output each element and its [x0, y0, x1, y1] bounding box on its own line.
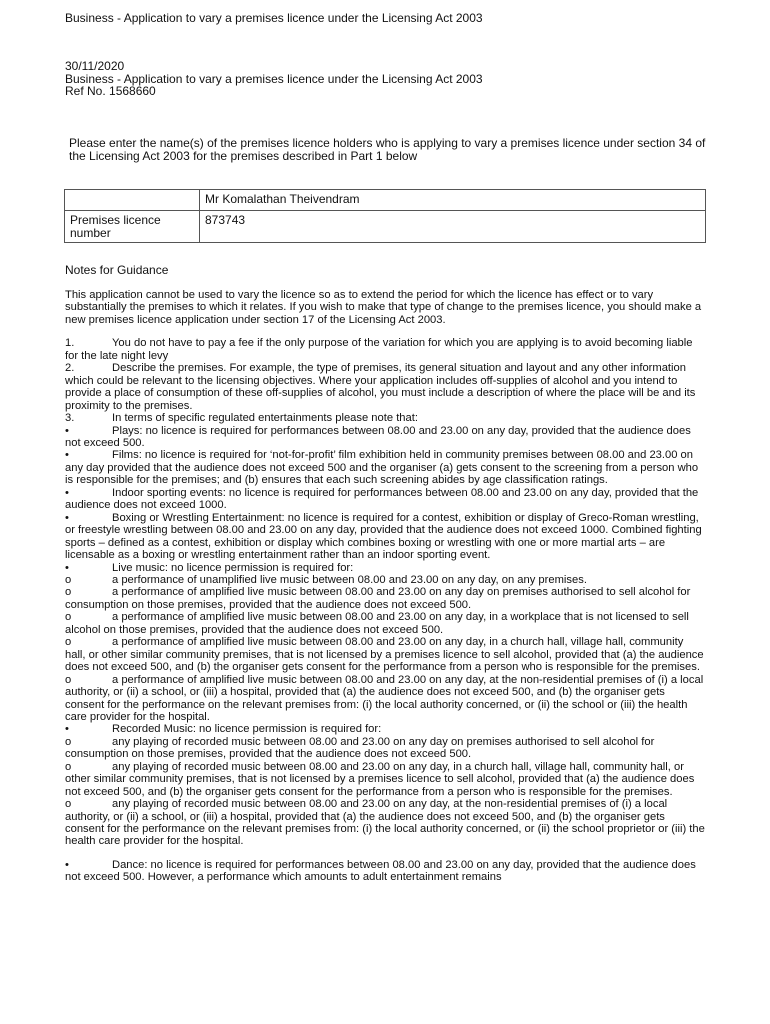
list-item: [65, 761, 705, 798]
list-item-text: any playing of recorded music between 08.00 and 23.00 on any day, in a church hall, village hall, community hall, or other similar community premises, that is not licensed by a premises licence to sell alcohol, provided that (a) the audience does not exceed 500, and (b) the organiser gets consent for the performance from a person who is responsible for the premises.: [65, 760, 695, 798]
list-marker: o: [65, 673, 72, 686]
list-item-text: Indoor sporting events: no licence is required for performances between 08.00 and 23.00 on any day, provided that the audience does not exceed 1000.: [65, 486, 699, 512]
list-item-text: Live music: no licence permission is required for:: [112, 561, 354, 574]
list-item-text: You do not have to pay a fee if the only purpose of the variation for which you are applying is to avoid becoming liable for the late night levy: [65, 337, 693, 362]
list-marker: o: [65, 760, 72, 773]
list-marker: 1.: [65, 337, 75, 350]
licence-number-label: Premises licence number: [65, 211, 200, 243]
list-item: [65, 362, 705, 412]
list-marker: o: [65, 636, 72, 649]
list-marker: o: [65, 573, 72, 586]
notes-paragraph: This application cannot be used to vary the licence so as to extend the period for which the licence has effect or to vary substantially the premises to which it relates. If you wish to make that type of change to the premises licence, you should make a new premises licence application under section 17 of the Licensing Act 2003.: [65, 289, 702, 326]
list-marker: o: [65, 735, 72, 748]
list-marker: •: [65, 449, 69, 462]
list-item-text: Recorded Music: no licence permission is required for:: [112, 723, 382, 736]
list-item: [65, 487, 705, 512]
list-item: [65, 574, 705, 586]
list-marker: •: [65, 486, 69, 499]
list-item: [65, 449, 705, 486]
list-item: [65, 674, 705, 724]
list-marker: o: [65, 611, 72, 624]
list-item: [65, 425, 705, 450]
page-header-title: Business - Application to vary a premises licence under the Licensing Act 2003: [65, 11, 483, 25]
list-item: [65, 636, 705, 673]
list-item-text: a performance of amplified live music between 08.00 and 23.00 on any day on premises authorised to sell alcohol for consumption on those premises, provided that the audience does not exceed 500.: [65, 586, 691, 611]
list-item-text: any playing of recorded music between 08.00 and 23.00 on any day, at the non-residential premises of (i) a local authority, or (ii) a school, or (iii) a hospital, provided that (a) the audience does not exceed 500, and (b) the organiser gets consent for the performance on the relevant premises from: (i) the local authority concerned, or (ii) the school proprietor or (iii) the health care provider for the hospital.: [65, 798, 705, 848]
submission-date: 30/11/2020: [65, 59, 125, 73]
notes-list: [65, 337, 705, 883]
form-title: Business - Application to vary a premises licence under the Licensing Act 2003: [65, 71, 483, 86]
list-marker: •: [65, 561, 69, 574]
intro-text: Please enter the name(s) of the premises licence holders who is applying to vary a premises licence under section 34 of the Licensing Act 2003 for the premises described in Part 1 below: [69, 136, 706, 163]
list-item: [65, 412, 705, 424]
list-item-text: Describe the premises. For example, the type of premises, its general situation and layout and any other information which could be relevant to the licensing objectives. Where your application includes off-supplies of alcohol and you intend to provide a place of consumption of these off-supplies of alcohol, you must include a description of where the place will be and its proximity to the premises.: [65, 362, 696, 412]
notes-heading: Notes for Guidance: [65, 263, 169, 277]
list-marker: 2.: [65, 362, 75, 375]
list-marker: o: [65, 586, 72, 599]
list-item: [65, 859, 705, 884]
list-item: [65, 611, 705, 636]
list-item: [65, 586, 705, 611]
list-item: [65, 736, 705, 761]
list-item-text: any playing of recorded music between 08.00 and 23.00 on any day on premises authorised to sell alcohol for consumption on those premises, provided that the audience does not exceed 500.: [65, 735, 655, 761]
list-item: [65, 512, 705, 562]
holder-name-label: [65, 190, 200, 211]
list-item-text: Plays: no licence is required for performances between 08.00 and 23.00 on any day, provided that the audience does not exceed 500.: [65, 424, 691, 449]
list-item-text: Films: no licence is required for ‘not-for-profit’ film exhibition held in community premises between 08.00 and 23.00 on any day provided that the audience does not exceed 500 and the organiser (a) gets consent to the screening from a person who is responsible for the premises; and (b) ensures that each such screening abides by age classification ratings.: [65, 449, 699, 487]
list-item-text: a performance of amplified live music between 08.00 and 23.00 on any day, in a church hall, village hall, community hall, or other similar community premises, that is not licensed by a premises licence to sell alcohol, provided that (a) the audience does not exceed 500, and (b) the organiser gets consent for the performance from a person who is responsible for the premises.: [65, 636, 704, 674]
form-meta: [65, 60, 483, 98]
list-item-text: Boxing or Wrestling Entertainment: no licence is required for a contest, exhibition or display of Greco-Roman wrestling, or freestyle wrestling between 08.00 and 23.00 on any day, provided that the audience does not exceed 1000. Combined fighting sports – defined as a contest, exhibition or display which combines boxing or wrestling with one or more martial arts – are licensable as a boxing or wrestling entertainment rather than an indoor sporting event.: [65, 511, 702, 562]
list-marker: •: [65, 723, 69, 736]
list-marker: 3.: [65, 412, 75, 425]
licence-number-value: 873743: [200, 211, 706, 243]
list-marker: •: [65, 511, 69, 524]
list-item: [65, 337, 705, 362]
list-item-text: a performance of amplified live music between 08.00 and 23.00 on any day, in a workplace that is not licensed to sell alcohol on those premises, provided that the audience does not exceed 500.: [65, 611, 689, 636]
list-item-text: In terms of specific regulated entertainments please note that:: [112, 412, 418, 425]
list-item: [65, 723, 705, 735]
list-item-text: Dance: no licence is required for performances between 08.00 and 23.00 on any day, provided that the audience does not exceed 500. However, a performance which amounts to adult entertainment remains: [65, 858, 696, 884]
list-marker: •: [65, 858, 69, 871]
list-marker: o: [65, 798, 72, 811]
notes-body: [65, 289, 705, 884]
list-item: [65, 798, 705, 848]
reference-number: Ref No. 1568660: [65, 84, 156, 98]
table-row: [65, 211, 706, 243]
list-item-text: a performance of amplified live music between 08.00 and 23.00 on any day, at the non-residential premises of (i) a local authority, or (ii) a school, or (iii) a hospital, provided that (a) the audience does not exceed 500, and (b) the organiser gets consent for the performance on the relevant premises from: (i) the local authority concerned, or (ii) the school or (iii) the health care provider for the hospital.: [65, 673, 704, 723]
table-row: [65, 190, 706, 211]
list-item: [65, 562, 705, 574]
licence-holder-table: [64, 189, 706, 243]
holder-name-value: Mr Komalathan Theivendram: [200, 190, 706, 211]
list-marker: •: [65, 424, 69, 437]
list-item-text: a performance of unamplified live music between 08.00 and 23.00 on any day, on any premises.: [112, 573, 587, 586]
